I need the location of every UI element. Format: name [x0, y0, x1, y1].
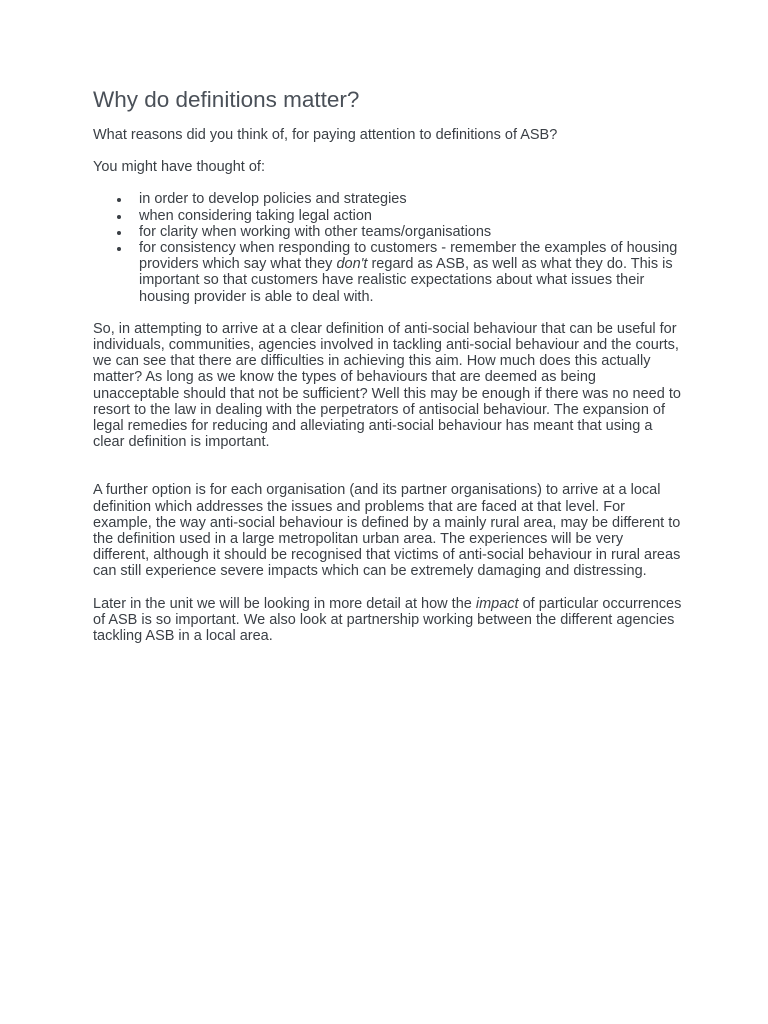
list-item: for clarity when working with other teams/organisations	[139, 224, 683, 240]
intro-question: What reasons did you think of, for paying attention to definitions of ASB?	[93, 127, 558, 143]
paragraph-emphasis: impact	[475, 595, 519, 612]
list-item-text: for consistency when responding to customers - remember the examples of housing providers which say what they	[139, 240, 678, 273]
reasons-list	[93, 191, 683, 304]
body-paragraph-impact	[93, 596, 683, 645]
document-page	[93, 86, 683, 660]
list-item	[139, 240, 683, 305]
list-item: when considering taking legal action	[139, 208, 683, 224]
list-item-text: regard as ASB, as well as what they do. This is important so that customers have realistic expectations about what issues their housing provider is able to deal with.	[139, 256, 673, 305]
paragraph-text: Later in the unit we will be looking in more detail at how the	[93, 595, 476, 612]
body-paragraph-definition: So, in attempting to arrive at a clear definition of anti-social behaviour that can be useful for individuals, communities, agencies involved in tackling anti-social behaviour and the courts, we can see that there are difficulties in achieving this aim. How much does this actually matter? As long as we know the types of behaviours that are deemed as being unacceptable should that not be sufficient? Well this may be enough if there was no need to resort to the law in dealing with the perpetrators of antisocial behaviour. The expansion of legal remedies for reducing and alleviating anti-social behaviour has meant that using a clear definition is important.	[93, 320, 681, 451]
paragraph-text: of particular occurrences of ASB is so important. We also look at partnership working between the different agencies tackling ASB in a local area.	[93, 595, 682, 645]
intro-lead: You might have thought of:	[93, 159, 265, 176]
list-item-emphasis: don't	[336, 256, 368, 273]
page-title: Why do definitions matter?	[93, 87, 360, 112]
list-item: in order to develop policies and strategies	[139, 191, 683, 207]
body-paragraph-local-option: A further option is for each organisation (and its partner organisations) to arrive at a local definition which addresses the issues and problems that are faced at that level. For example, the way anti-social behaviour is defined by a mainly rural area, may be different to the definition used in a large metropolitan urban area. The experiences will be very different, although it should be recognised that victims of anti-social behaviour in rural areas can still experience severe impacts which can be extremely damaging and distressing.	[93, 482, 681, 580]
